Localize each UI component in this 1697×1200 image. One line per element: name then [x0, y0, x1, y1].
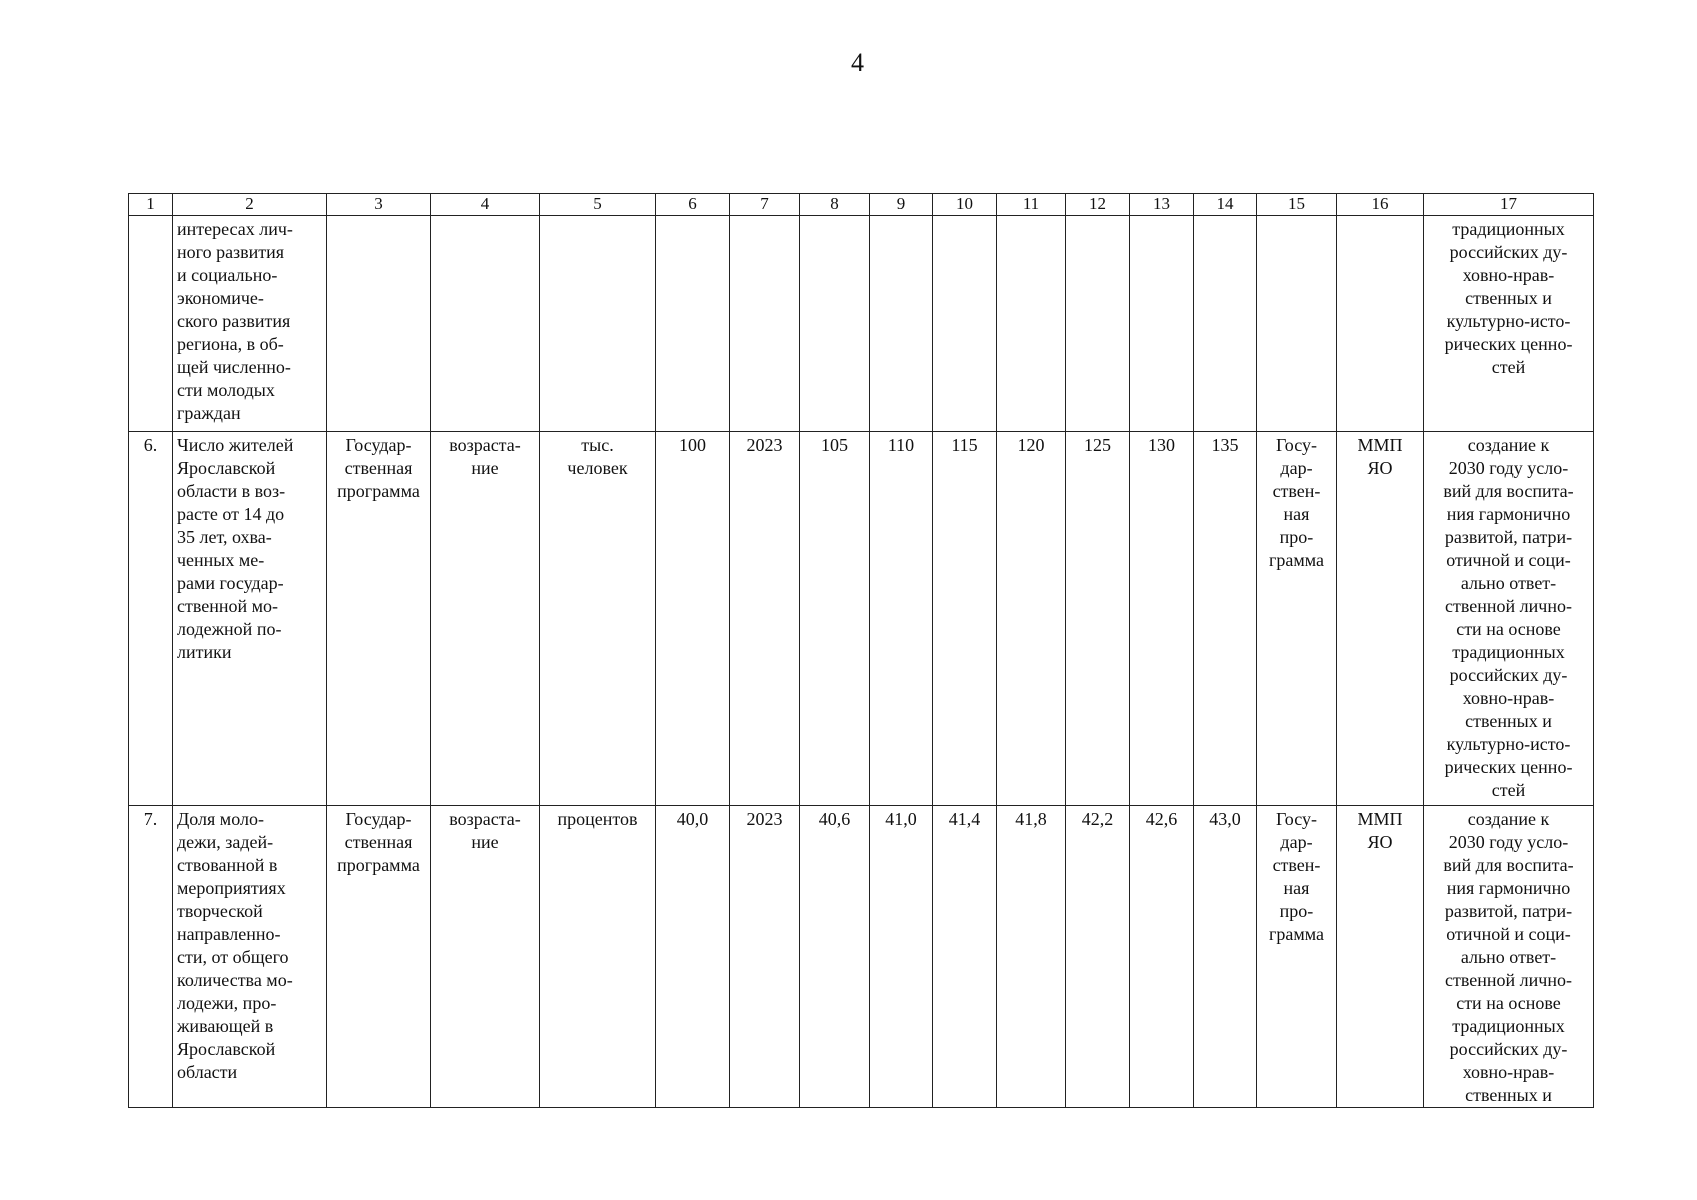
target-value [1066, 216, 1130, 432]
target-value [933, 216, 997, 432]
base-value: 40,0 [656, 806, 730, 1108]
indicator-name: Число жителей Ярославской области в воз- расте от 14 до 35 лет, охва- ченных ме- рами государ- ственной мо- лодежной по- литики [173, 432, 327, 806]
page-number: 4 [851, 48, 864, 77]
row-number [129, 216, 173, 432]
base-year: 2023 [730, 432, 800, 806]
target-value: 43,0 [1194, 806, 1257, 1108]
table-row [129, 216, 1594, 432]
responsible-body: ММП ЯО [1337, 806, 1424, 1108]
target-value [1194, 216, 1257, 432]
base-value: 100 [656, 432, 730, 806]
document-source: Госу- дар- ствен- ная про- грамма [1257, 432, 1337, 806]
header-cell: 8 [800, 194, 870, 216]
unit-of-measure: тыс. человек [540, 432, 656, 806]
header-cell: 12 [1066, 194, 1130, 216]
target-value: 41,8 [997, 806, 1066, 1108]
header-cell: 7 [730, 194, 800, 216]
header-cell: 6 [656, 194, 730, 216]
header-cell: 9 [870, 194, 933, 216]
header-cell: 2 [173, 194, 327, 216]
header-cell: 4 [431, 194, 540, 216]
row-number: 6. [129, 432, 173, 806]
target-value: 41,4 [933, 806, 997, 1108]
indicators-table [128, 193, 1594, 1108]
indicator-trend [431, 216, 540, 432]
header-cell: 1 [129, 194, 173, 216]
national-goal: создание к 2030 году усло- вий для воспита- ния гармонично развитой, патри- отичной и соци- ально ответ- ственной лично- сти на основе традиционных российских ду- ховно-нрав- ственных и [1424, 806, 1594, 1108]
indicator-level: Государ- ственная программа [327, 806, 431, 1108]
target-value [800, 216, 870, 432]
target-value: 130 [1130, 432, 1194, 806]
header-cell: 15 [1257, 194, 1337, 216]
header-cell: 14 [1194, 194, 1257, 216]
national-goal: создание к 2030 году усло- вий для воспита- ния гармонично развитой, патри- отичной и соци- ально ответ- ственной лично- сти на основе традиционных российских ду- ховно-нрав- ственных и культурно-исто- рических ценно- стей [1424, 432, 1594, 806]
indicator-level: Государ- ственная программа [327, 432, 431, 806]
document-source [1257, 216, 1337, 432]
target-value: 115 [933, 432, 997, 806]
header-cell: 3 [327, 194, 431, 216]
target-value: 40,6 [800, 806, 870, 1108]
unit-of-measure: процентов [540, 806, 656, 1108]
target-value [997, 216, 1066, 432]
header-cell: 5 [540, 194, 656, 216]
responsible-body [1337, 216, 1424, 432]
target-value: 105 [800, 432, 870, 806]
header-cell: 13 [1130, 194, 1194, 216]
header-cell: 11 [997, 194, 1066, 216]
target-value: 110 [870, 432, 933, 806]
indicator-level [327, 216, 431, 432]
indicator-trend: возраста- ние [431, 806, 540, 1108]
header-cell: 10 [933, 194, 997, 216]
target-value [870, 216, 933, 432]
header-cell: 16 [1337, 194, 1424, 216]
target-value: 135 [1194, 432, 1257, 806]
indicator-name: Доля моло- дежи, задей- ствованной в мероприятиях творческой направленно- сти, от общего количества мо- лодежи, про- живающей в Ярославской области [173, 806, 327, 1108]
indicator-trend: возраста- ние [431, 432, 540, 806]
document-source: Госу- дар- ствен- ная про- грамма [1257, 806, 1337, 1108]
base-year [730, 216, 800, 432]
target-value: 125 [1066, 432, 1130, 806]
target-value [1130, 216, 1194, 432]
header-row [129, 194, 1594, 216]
header-cell: 17 [1424, 194, 1594, 216]
base-year: 2023 [730, 806, 800, 1108]
national-goal: традиционных российских ду- ховно-нрав- ственных и культурно-исто- рических ценно- стей [1424, 216, 1594, 432]
table-row [129, 432, 1594, 806]
target-value: 42,2 [1066, 806, 1130, 1108]
indicator-name: интересах лич- ного развития и социально- экономиче- ского развития региона, в об- щей численно- сти молодых граждан [173, 216, 327, 432]
responsible-body: ММП ЯО [1337, 432, 1424, 806]
target-value: 120 [997, 432, 1066, 806]
target-value: 42,6 [1130, 806, 1194, 1108]
base-value [656, 216, 730, 432]
table-row [129, 806, 1594, 1108]
target-value: 41,0 [870, 806, 933, 1108]
row-number: 7. [129, 806, 173, 1108]
unit-of-measure [540, 216, 656, 432]
